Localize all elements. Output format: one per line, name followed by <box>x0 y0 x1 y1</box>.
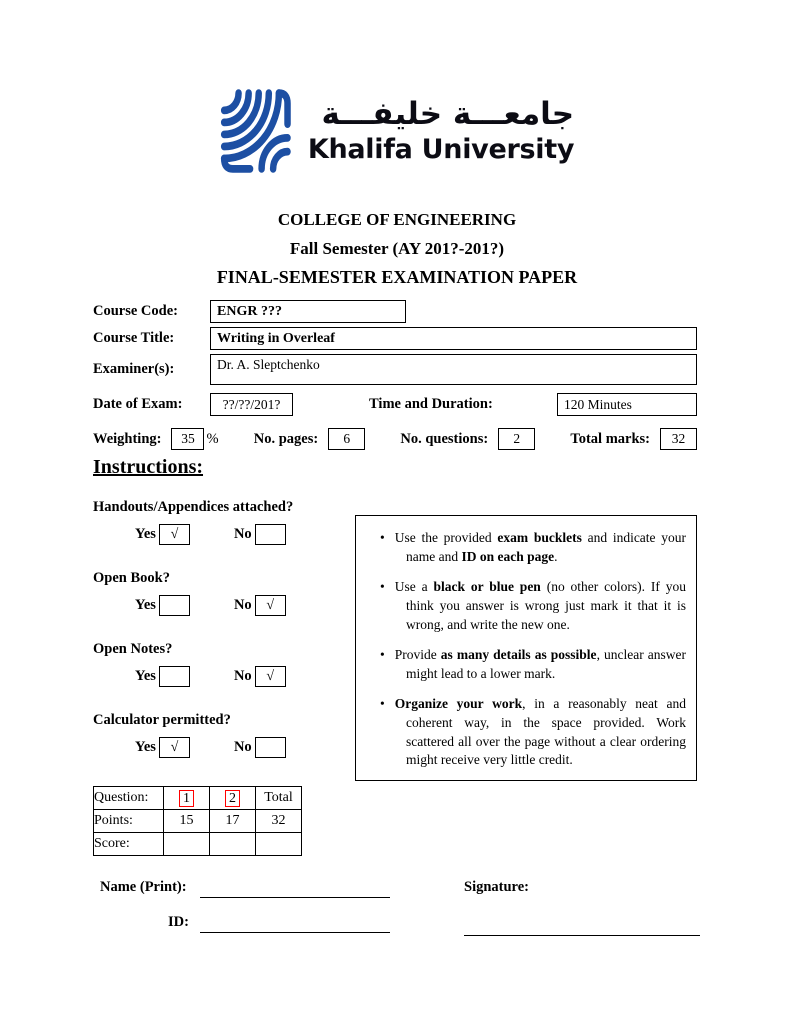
calculator-yes-checkbox <box>159 737 190 758</box>
points-2-cell: 17 <box>210 810 256 833</box>
college-heading: COLLEGE OF ENGINEERING <box>277 210 517 229</box>
check-question: Handouts/Appendices attached? <box>93 499 294 515</box>
weighting-label: Weighting: <box>93 430 162 447</box>
total-marks-value: 32 <box>671 431 686 446</box>
check-question: Open Book? <box>93 570 170 586</box>
instructions-heading: Instructions: <box>93 456 204 478</box>
check-row <box>93 666 355 687</box>
check-mark: √ <box>266 668 275 684</box>
handouts-no-checkbox <box>255 524 286 545</box>
weighting-value: 35 <box>181 431 195 446</box>
date-of-exam-label: Date of Exam: <box>93 396 183 412</box>
semester-heading: Fall Semester (AY 201?-201?) <box>289 239 505 258</box>
check-question: Calculator permitted? <box>93 712 231 728</box>
no-label: No <box>233 597 252 613</box>
bullet-text: , unclear answer might lead to a lower mark. <box>406 647 687 681</box>
question-1-cell <box>164 787 210 810</box>
time-duration-value: 120 Minutes <box>564 396 632 412</box>
bullet-text: , in a reasonably neat and coherent way, in the space provided. Work scattered all over the page without a clear ordering might receive very little credit. <box>406 696 686 768</box>
weighting-group <box>93 428 219 450</box>
question-row-label: Question: <box>94 787 164 810</box>
handouts-yes-checkbox <box>159 524 190 545</box>
num-pages-label: No. pages: <box>253 430 319 447</box>
bullet-text-bold: Organize your work <box>394 696 523 712</box>
total-header-cell: Total <box>256 787 302 810</box>
bullet-text: . <box>554 548 558 564</box>
check-question: Open Notes? <box>93 641 173 657</box>
course-code-field <box>210 300 406 323</box>
logo-english-text: Khalifa University <box>307 134 575 166</box>
signature-write-line <box>464 935 700 936</box>
instruction-bullet <box>366 578 686 634</box>
open-notes-yes-checkbox <box>159 666 190 687</box>
bullet-icon: • <box>380 530 385 545</box>
bullet-text: Use the provided <box>394 530 498 545</box>
instruction-bullet <box>366 529 686 566</box>
num-questions-group <box>400 428 535 450</box>
score-total-cell <box>256 833 302 856</box>
course-title-label: Course Title: <box>93 330 175 346</box>
date-of-exam-field <box>210 393 293 416</box>
yes-label: Yes <box>135 668 156 684</box>
time-duration-field <box>557 393 697 416</box>
num-pages-group <box>254 428 365 450</box>
percent-sign: % <box>206 430 219 447</box>
date-of-exam-value: ??/??/201? <box>222 396 281 412</box>
total-marks-field <box>660 428 697 450</box>
num-pages-field <box>328 428 365 450</box>
yes-label: Yes <box>135 739 156 755</box>
course-title-row <box>93 327 697 350</box>
open-book-no-checkbox <box>255 595 286 616</box>
bullet-text: Use a <box>394 579 434 595</box>
instruction-bullet <box>366 646 686 683</box>
yes-label: Yes <box>135 597 156 613</box>
exam-meta-row <box>93 428 697 450</box>
name-write-line <box>200 897 390 898</box>
check-mark: √ <box>266 597 275 613</box>
open-notes-no-checkbox <box>255 666 286 687</box>
yes-label: Yes <box>135 526 156 542</box>
instructions-section <box>93 499 697 781</box>
examiner-label: Examiner(s): <box>93 361 175 377</box>
university-logo <box>220 88 574 174</box>
check-group-calculator <box>93 712 355 758</box>
course-title-field <box>210 327 697 350</box>
instruction-bullet <box>366 695 686 770</box>
num-questions-value: 2 <box>513 431 521 446</box>
check-group-handouts <box>93 499 355 545</box>
document-headings <box>0 210 794 288</box>
points-1-cell: 15 <box>164 810 210 833</box>
bullet-text-bold: ID on each page <box>461 548 555 564</box>
points-total-cell: 32 <box>256 810 302 833</box>
examiner-field <box>210 354 697 385</box>
name-print-label: Name (Print): <box>100 879 187 895</box>
total-marks-label: Total marks: <box>570 430 650 447</box>
examiner-value: Dr. A. Sleptchenko <box>217 357 320 372</box>
course-code-value: ENGR ??? <box>217 303 282 319</box>
question-2-link[interactable]: 2 <box>225 790 240 807</box>
no-label: No <box>233 739 252 755</box>
bullet-text: and indicate your name and <box>406 530 687 564</box>
date-time-row <box>93 393 697 416</box>
grade-table-score-row <box>94 833 302 856</box>
no-label: No <box>233 668 252 684</box>
check-group-open-book <box>93 570 355 616</box>
course-code-row <box>93 300 697 323</box>
total-marks-group <box>570 428 697 450</box>
calculator-no-checkbox <box>255 737 286 758</box>
grade-table-question-row <box>94 787 302 810</box>
num-questions-field <box>498 428 535 450</box>
check-row <box>93 737 355 758</box>
bullet-icon: • <box>380 579 385 595</box>
question-2-cell <box>210 787 256 810</box>
score-1-cell <box>164 833 210 856</box>
check-mark: √ <box>170 526 179 542</box>
weighting-field <box>171 428 204 450</box>
logo-wordmark <box>308 97 574 165</box>
grade-table-points-row <box>94 810 302 833</box>
exam-rules-checklist <box>93 499 355 758</box>
score-row-label: Score: <box>94 833 164 856</box>
check-row <box>93 524 355 545</box>
exam-info-form <box>93 300 697 454</box>
open-book-yes-checkbox <box>159 595 190 616</box>
exam-title-heading: FINAL-SEMESTER EXAMINATION PAPER <box>216 267 578 287</box>
bullet-icon: • <box>380 647 385 663</box>
id-write-line <box>200 932 390 933</box>
bullet-text-bold: black or blue pen <box>433 579 541 595</box>
course-code-label: Course Code: <box>93 303 178 319</box>
bullet-icon: • <box>380 696 385 712</box>
points-row-label: Points: <box>94 810 164 833</box>
check-group-open-notes <box>93 641 355 687</box>
khalifa-university-mark-icon <box>220 88 292 174</box>
question-1-link[interactable]: 1 <box>179 790 194 807</box>
course-title-value: Writing in Overleaf <box>217 330 335 346</box>
bullet-text: (no other colors). If you think you answer is wrong just mark it that it is wrong, and write the new one. <box>406 579 686 632</box>
num-questions-label: No. questions: <box>400 430 489 447</box>
bullet-text-bold: as many details as possible <box>440 647 597 663</box>
grade-table <box>93 786 302 856</box>
bullet-text-bold: exam bucklets <box>497 530 582 545</box>
id-label: ID: <box>168 914 189 930</box>
signature-label: Signature: <box>464 879 529 895</box>
score-2-cell <box>210 833 256 856</box>
check-mark: √ <box>170 739 179 755</box>
time-duration-label: Time and Duration: <box>369 396 493 412</box>
examiner-row <box>93 354 697 385</box>
num-pages-value: 6 <box>343 431 351 446</box>
bullet-text: Provide <box>394 647 441 663</box>
check-row <box>93 595 355 616</box>
no-label: No <box>233 526 252 542</box>
instruction-list <box>355 515 697 781</box>
logo-arabic-text: جامعـــة خليفـــة <box>321 95 575 132</box>
